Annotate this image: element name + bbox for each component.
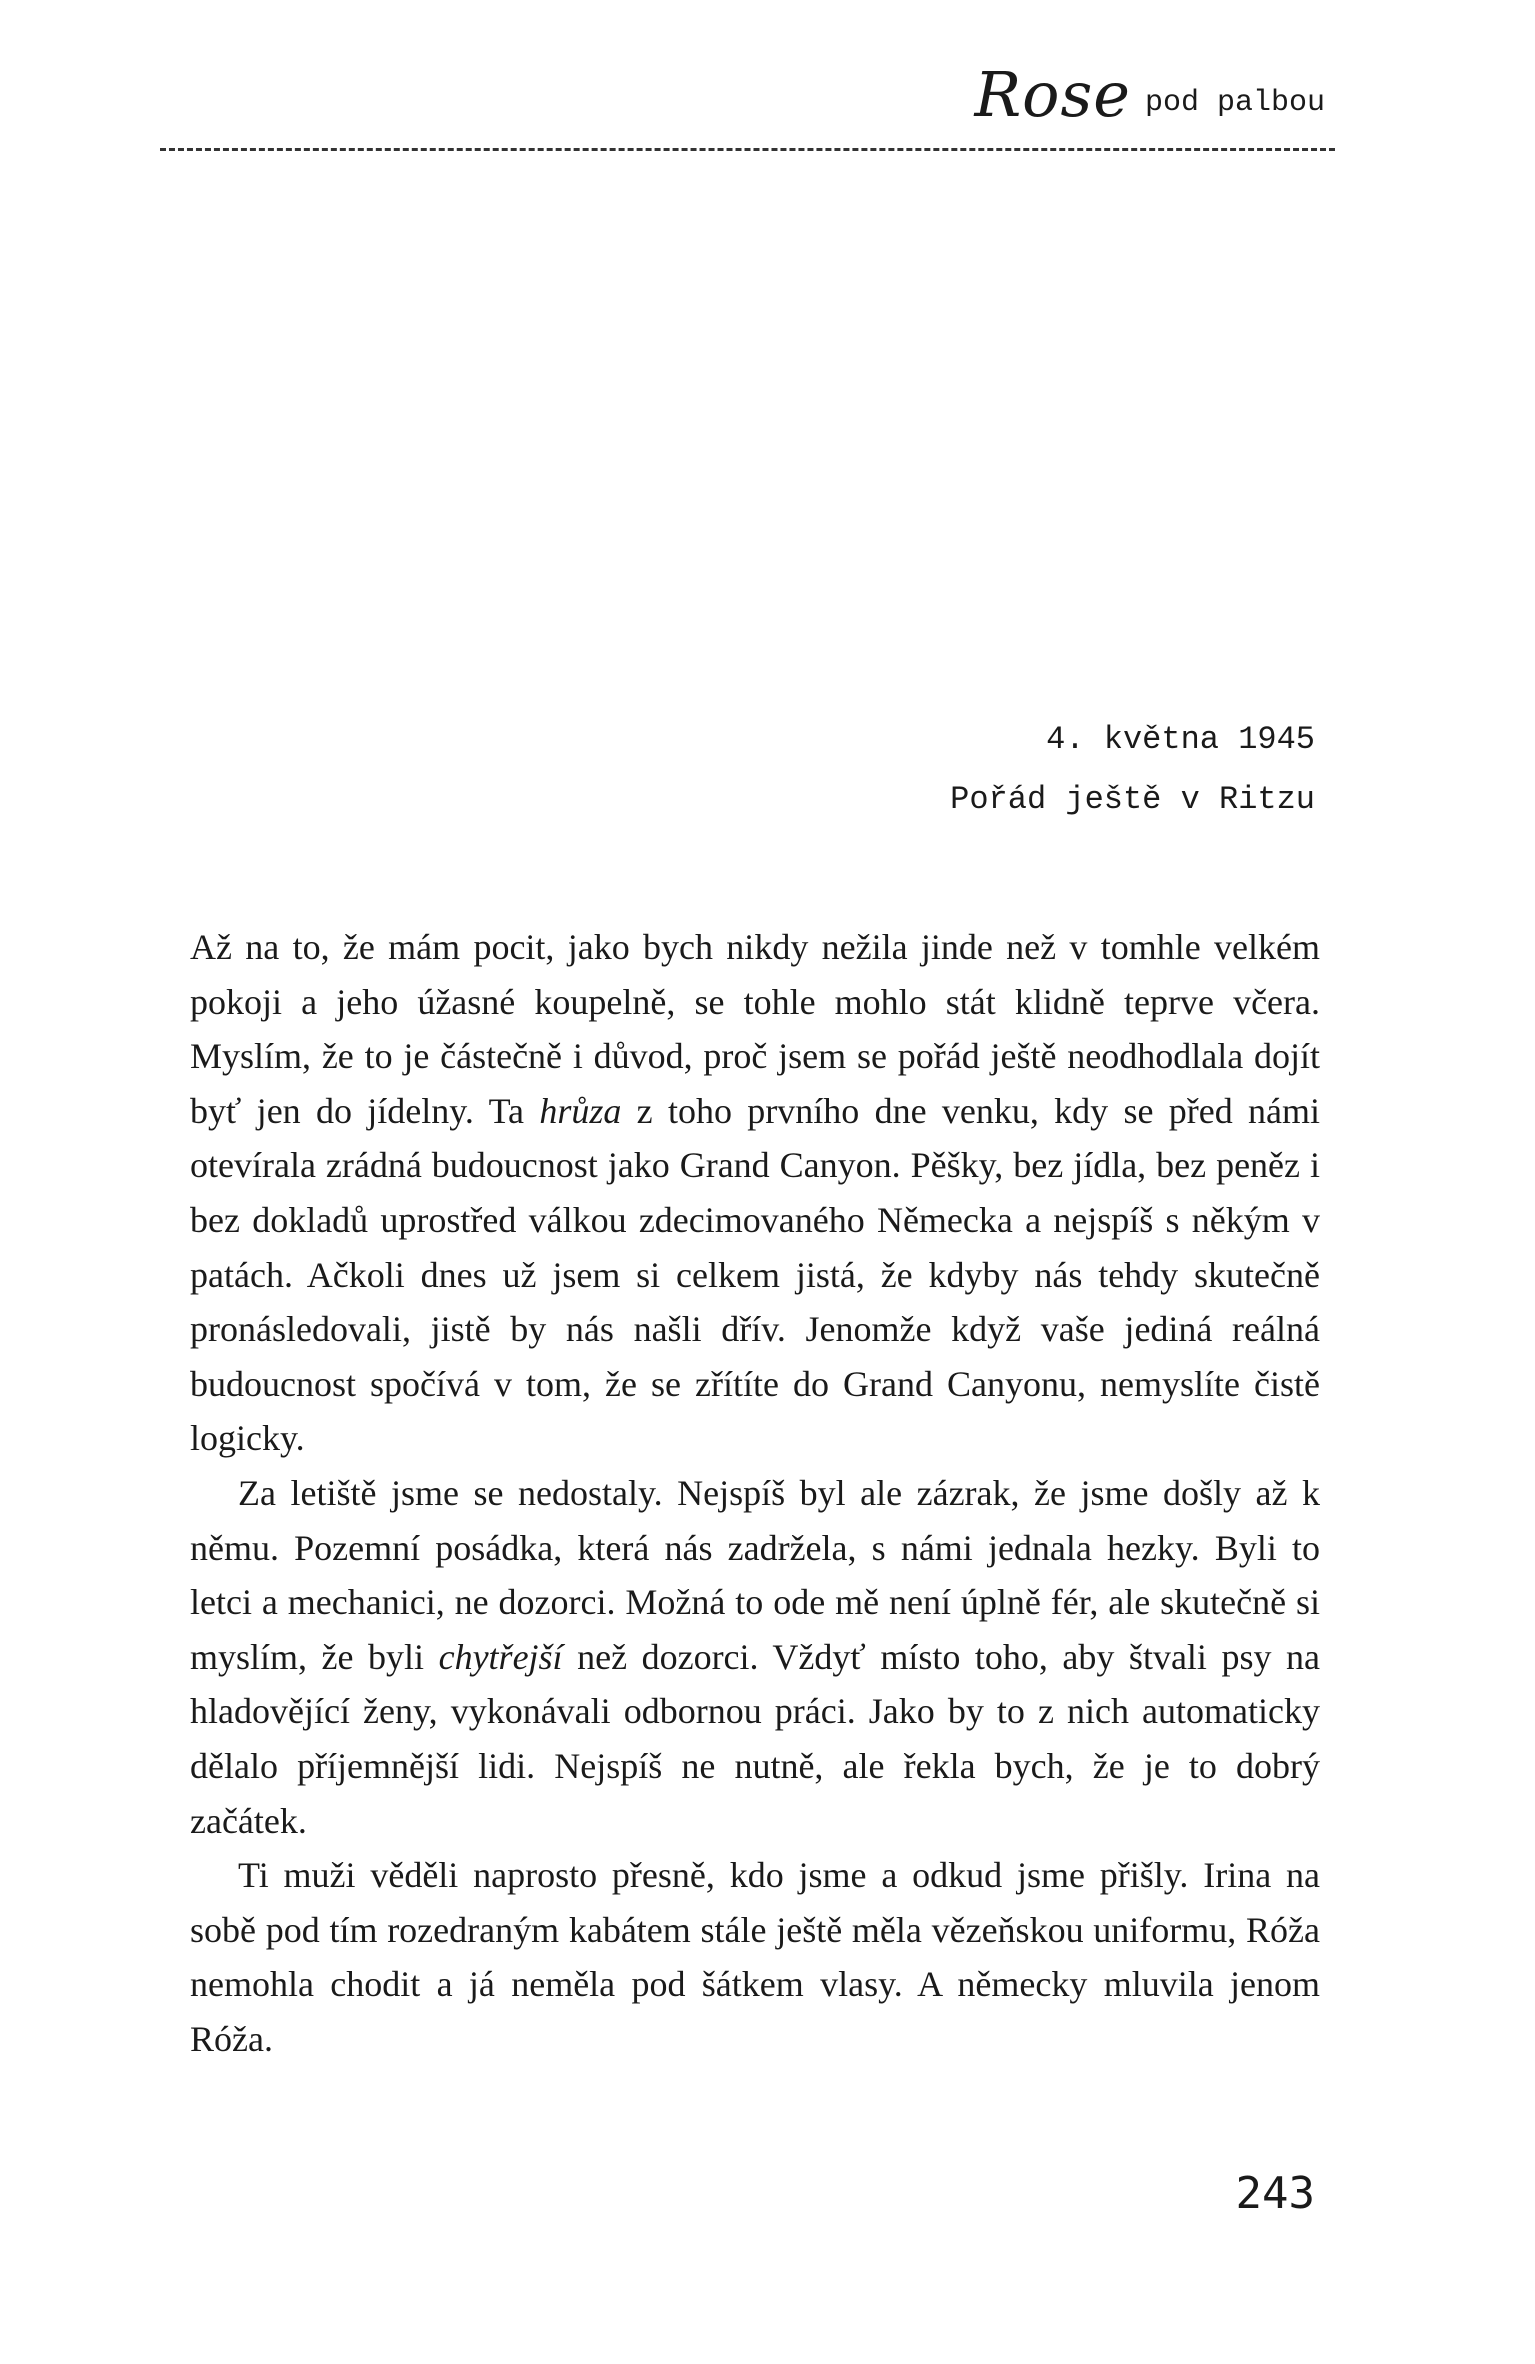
header-title	[974, 58, 1325, 131]
entry-date: 4. května 1945	[1046, 721, 1315, 758]
emphasis-text: chytřejší	[438, 1636, 563, 1677]
paragraph-2	[190, 1466, 1320, 1848]
book-title-logo: Rose	[974, 58, 1131, 131]
paragraph-1	[190, 920, 1320, 1466]
entry-place: Pořád ještě v Ritzu	[950, 781, 1315, 818]
emphasis-text: hrůza	[539, 1090, 622, 1131]
paragraph-3	[190, 1848, 1320, 2066]
body-text	[190, 920, 1320, 2066]
paragraph-text: Ti muži věděli naprosto přesně, kdo jsme a odkud jsme přišly. Irina na sobě pod tím rozedraným kabátem stále ještě měla vězeňskou uniformu, Róža nemohla chodit a já neměla pod šátkem vlasy. A německy mluvila jenom Róža.	[190, 1855, 1320, 2059]
running-header	[160, 60, 1335, 156]
paragraph-text: Až na to, že mám pocit, jako bych nikdy nežila jinde než v tomhle velkém pokoji a jeho úžasné koupelně, se tohle mohlo stát klidně teprve včera. Myslím, že to je částečně i důvod, proč jsem se pořád ještě neodhodlala dojít byť jen do jídelny. Ta	[190, 927, 1320, 1131]
book-subtitle: pod palbou	[1144, 86, 1325, 120]
paragraph-text: než dozorci. Vždyť místo toho, aby štvali psy na hladovějící ženy, vykonávali odbornou práci. Jako by to z nich automaticky dělalo příjemnější lidi. Nejspíš ne nutně, ale řekla bych, že je to dobrý začátek.	[190, 1636, 1320, 1841]
paragraph-text: Za letiště jsme se nedostaly. Nejspíš byl ale zázrak, že jsme došly až k němu. Pozemní posádka, která nás zadržela, s námi jednala hezky. Byli to letci a mechanici, ne dozorci. Možná to ode mě není úplně fér, ale skutečně si myslím, že byli	[190, 1472, 1320, 1677]
diary-dateline	[950, 710, 1315, 830]
page-number: 243	[1235, 2168, 1315, 2219]
header-dashed-rule	[160, 148, 1335, 151]
paragraph-text: z toho prvního dne venku, kdy se před námi otevírala zrádná budoucnost jako Grand Canyon. Pěšky, bez jídla, bez peněz i bez dokladů uprostřed válkou zdecimovaného Německa a nejspíš s někým v patách. Ačkoli dnes už jsem si celkem jistá, že kdyby nás tehdy skutečně pronásledovali, jistě by nás našli dřív. Jenomže když vaše jediná reálná budoucnost spočívá v tom, že se zřítíte do Grand Canyonu, nemyslíte čistě logicky.	[190, 1090, 1320, 1459]
